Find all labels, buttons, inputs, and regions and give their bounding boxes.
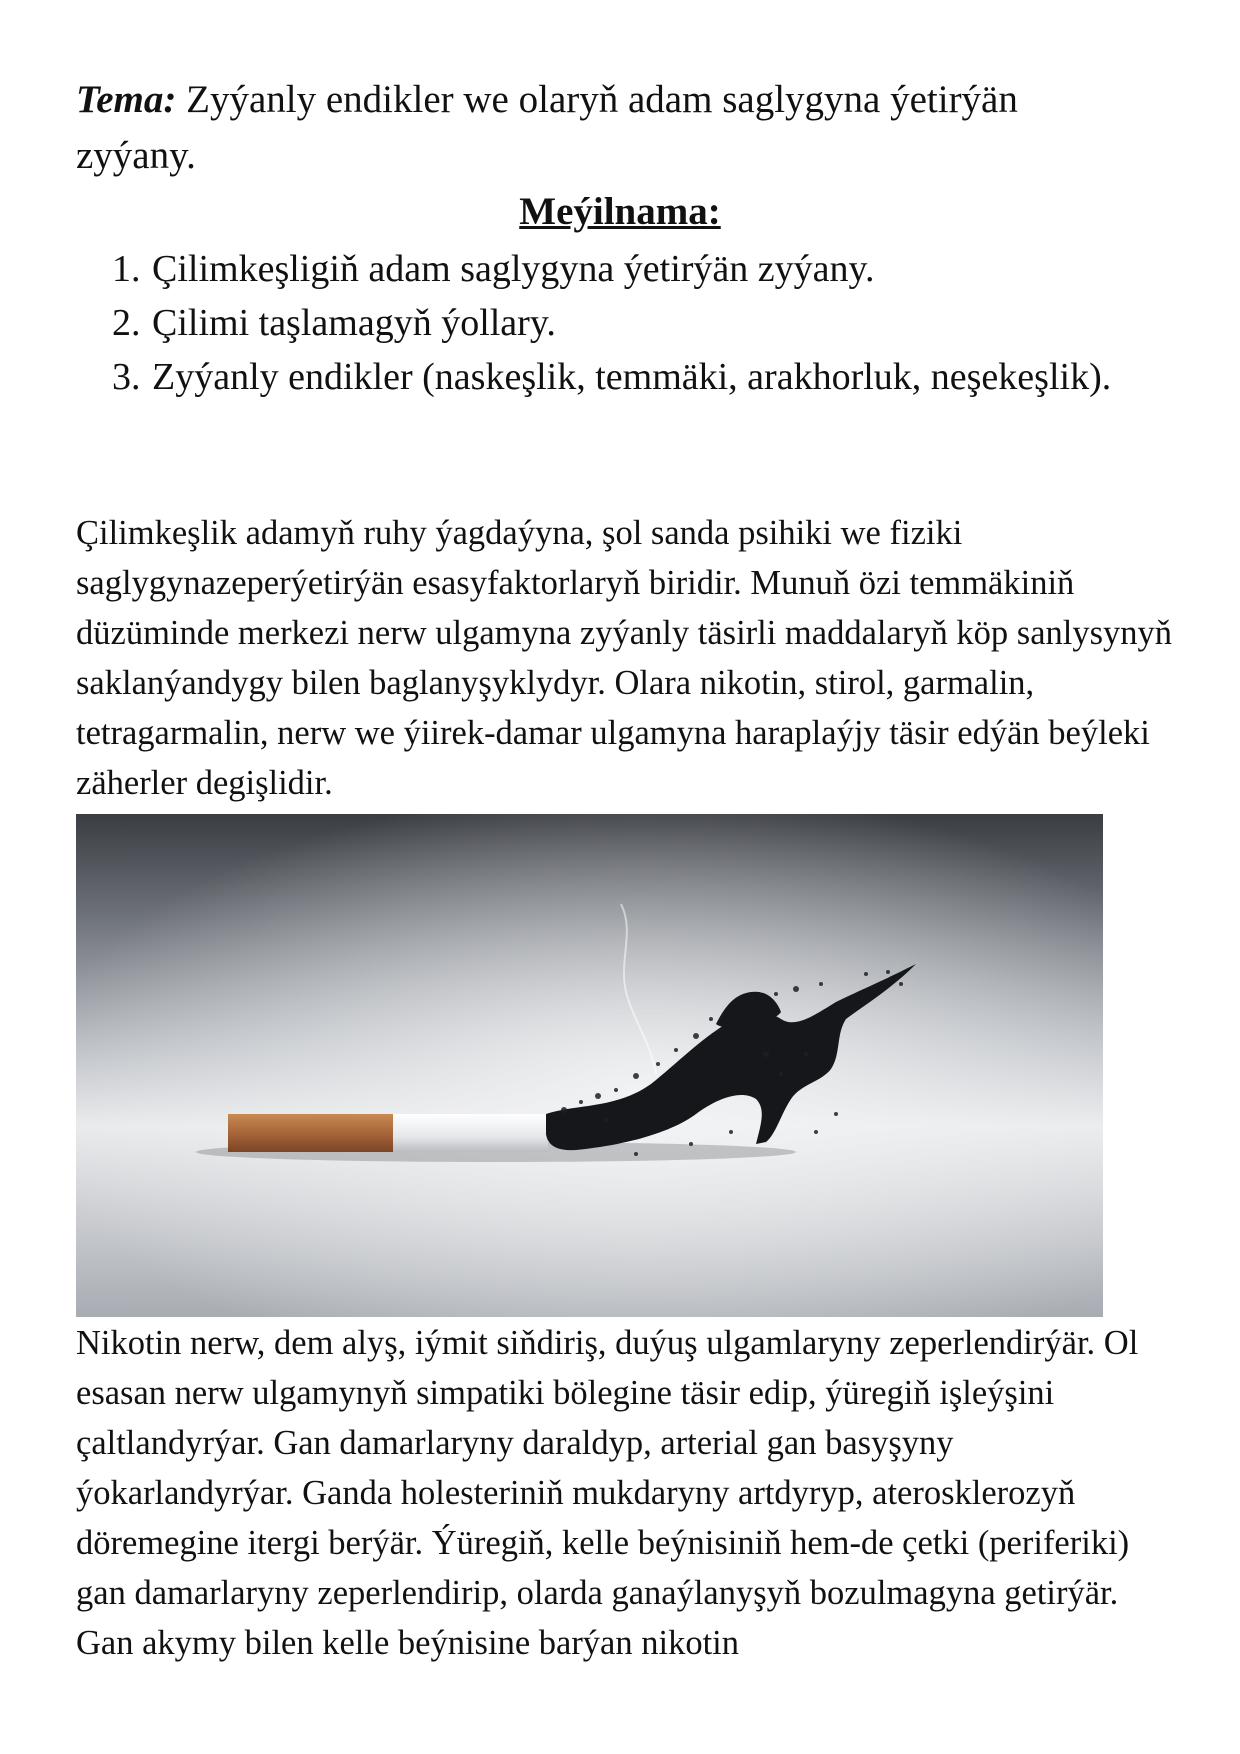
plan-item-text: Çilimi taşlamagyň ýollary. — [152, 302, 556, 344]
plan-item-number: 3. — [112, 356, 141, 398]
plan-item-text: Çilimkeşligiň adam saglygyna ýetirýän zyýany. — [152, 248, 875, 290]
cigarette-filter — [228, 1114, 393, 1152]
plan-item-number: 1. — [112, 248, 141, 290]
paragraph-nicotine-effects: Nikotin nerw, dem alyş, iýmit siňdiriş, duýuş ulgamlaryny zeperlendirýär. Ol esasan nerw ulgamynyň simpatiki bölegine täsir edip, ýüregiň işleýşini çaltlandyrýar. Gan damarlaryny daraldyp, arterial gan basyşyny ýokarlandyrýar. Ganda holesteriniň mukdaryny artdyryp, aterosklerozyň döremegine itergi berýär. Ýüregiň, kelle beýnisiniň hem-de çetki (periferiki) gan damarlaryny zeperlendirip, olarda ganaýlanyşyň bozulmagyna getirýär. Gan akymy bilen kelle beýnisine barýan nikotin — [76, 1324, 1139, 1662]
cigarette-ash-illustration — [76, 814, 1103, 1317]
topic-label: Tema: — [76, 78, 177, 121]
plan-item — [112, 350, 1112, 404]
plan-item — [112, 242, 1112, 296]
plan-title: Meýilnama: — [519, 190, 721, 233]
plan-list — [112, 242, 1112, 404]
plan-item — [112, 296, 1112, 350]
cigarette-ash-figure-image — [76, 814, 1103, 1317]
paragraph-smoking-harm: Çilimkeşlik adamyň ruhy ýagdaýyna, şol sanda psihiki we fiziki saglygynazeperýetirýän esasyfaktorlaryň biridir. Munuň özi temmäkiniň düzüminde merkezi nerw ulgamyna zyýanly täsirli maddalaryň köp sanlysynyň saklanýandygy bilen baglanyşyklydyr. Olara nikotin, stirol, garmalin, tetragarmalin, nerw we ýiirek-damar ulgamyna haraplaýjy täsir edýän beýleki zäherler degişlidir. — [76, 514, 1173, 802]
cigarette-paper — [393, 1114, 548, 1152]
plan-item-number: 2. — [112, 302, 141, 344]
topic-heading — [76, 72, 1136, 184]
topic-text: Zyýanly endikler we olaryň adam saglygyna ýetirýän zyýany. — [76, 78, 1018, 177]
plan-item-text: Zyýanly endikler (naskeşlik, temmäki, arakhorluk, neşekeşlik). — [152, 356, 1112, 398]
